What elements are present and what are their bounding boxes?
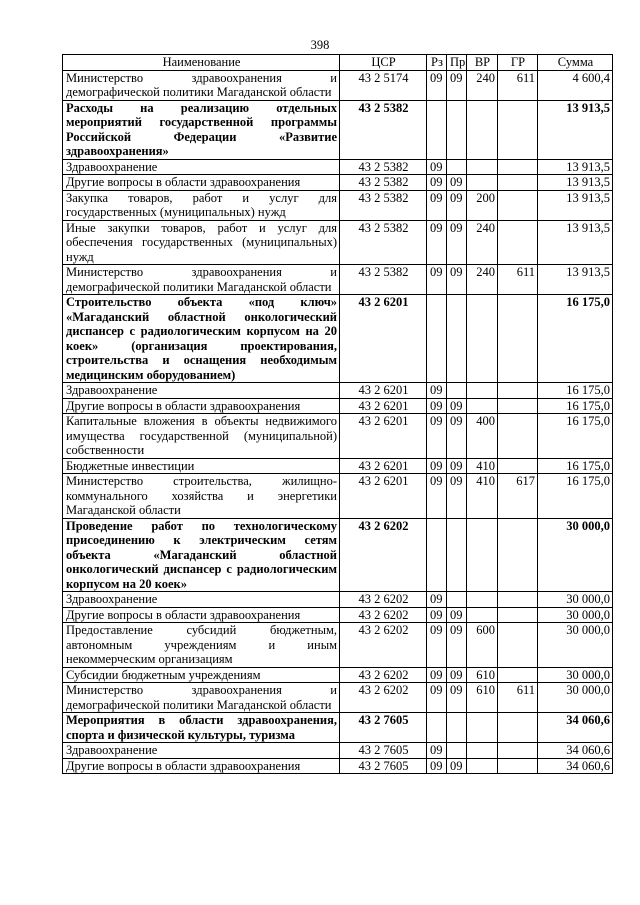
cell-gr [498, 623, 538, 668]
cell-rz: 09 [427, 607, 447, 623]
table-body [63, 70, 613, 774]
cell-name: Другие вопросы в области здравоохранения [63, 398, 340, 414]
cell-vr [467, 713, 498, 743]
cell-csr: 43 2 6202 [340, 518, 427, 592]
table-row [63, 667, 613, 683]
cell-pr: 09 [447, 190, 467, 220]
cell-vr [467, 100, 498, 159]
table-row [63, 175, 613, 191]
cell-rz: 09 [427, 398, 447, 414]
cell-csr: 43 2 5382 [340, 100, 427, 159]
cell-pr [447, 518, 467, 592]
cell-gr [498, 607, 538, 623]
cell-gr [498, 398, 538, 414]
cell-name: Иные закупки товаров, работ и услуг для обеспечения государственных (муниципальных) нужд [63, 220, 340, 265]
cell-csr: 43 2 5174 [340, 70, 427, 100]
cell-pr: 09 [447, 265, 467, 295]
cell-csr: 43 2 6201 [340, 398, 427, 414]
cell-rz: 09 [427, 383, 447, 399]
cell-name: Другие вопросы в области здравоохранения [63, 175, 340, 191]
cell-csr: 43 2 7605 [340, 743, 427, 759]
cell-name: Проведение работ по технологическому присоединению к электрическим сетям объекта «Магаданский областной онкологический диспансер с радиологическим корпусом на 20 коек» [63, 518, 340, 592]
cell-vr: 410 [467, 474, 498, 519]
cell-rz: 09 [427, 667, 447, 683]
cell-gr [498, 743, 538, 759]
page-number: 398 [310, 38, 330, 52]
cell-csr: 43 2 6202 [340, 667, 427, 683]
cell-sum: 16 175,0 [538, 474, 613, 519]
cell-vr [467, 383, 498, 399]
cell-rz: 09 [427, 175, 447, 191]
header-vr: ВР [467, 55, 498, 71]
cell-gr: 611 [498, 70, 538, 100]
table-row [63, 474, 613, 519]
cell-csr: 43 2 6201 [340, 474, 427, 519]
cell-rz: 09 [427, 592, 447, 608]
cell-sum: 16 175,0 [538, 414, 613, 459]
cell-name: Здравоохранение [63, 592, 340, 608]
cell-vr [467, 295, 498, 383]
cell-csr: 43 2 6201 [340, 414, 427, 459]
cell-pr [447, 383, 467, 399]
cell-name: Субсидии бюджетным учреждениям [63, 667, 340, 683]
table-row [63, 607, 613, 623]
cell-pr [447, 592, 467, 608]
header-name: Наименование [63, 55, 340, 71]
cell-name: Другие вопросы в области здравоохранения [63, 758, 340, 774]
cell-rz: 09 [427, 474, 447, 519]
cell-gr [498, 220, 538, 265]
cell-name: Министерство здравоохранения и демографической политики Магаданской области [63, 265, 340, 295]
cell-sum: 13 913,5 [538, 265, 613, 295]
cell-pr: 09 [447, 458, 467, 474]
cell-name: Бюджетные инвестиции [63, 458, 340, 474]
cell-gr: 611 [498, 683, 538, 713]
cell-rz [427, 518, 447, 592]
cell-csr: 43 2 5382 [340, 175, 427, 191]
cell-sum: 30 000,0 [538, 592, 613, 608]
cell-gr [498, 295, 538, 383]
header-gr: ГР [498, 55, 538, 71]
table-header-row [63, 55, 613, 71]
table-row [63, 592, 613, 608]
cell-name: Предоставление субсидий бюджетным, автономным учреждениям и иным некоммерческим организациям [63, 623, 340, 668]
cell-name: Министерство строительства, жилищно-коммунального хозяйства и энергетики Магаданской области [63, 474, 340, 519]
table-row [63, 383, 613, 399]
cell-pr: 09 [447, 758, 467, 774]
cell-csr: 43 2 6202 [340, 683, 427, 713]
table-row [63, 265, 613, 295]
cell-rz: 09 [427, 265, 447, 295]
header-csr: ЦСР [340, 55, 427, 71]
cell-rz: 09 [427, 458, 447, 474]
header-sum: Сумма [538, 55, 613, 71]
table-row [63, 398, 613, 414]
table-row [63, 295, 613, 383]
cell-pr: 09 [447, 623, 467, 668]
cell-sum: 13 913,5 [538, 175, 613, 191]
cell-sum: 4 600,4 [538, 70, 613, 100]
cell-name: Здравоохранение [63, 159, 340, 175]
cell-vr [467, 518, 498, 592]
cell-vr: 240 [467, 265, 498, 295]
table-row [63, 220, 613, 265]
cell-pr [447, 295, 467, 383]
table-row [63, 713, 613, 743]
cell-csr: 43 2 5382 [340, 265, 427, 295]
cell-name: Строительство объекта «под ключ» «Магаданский областной онкологический диспансер с радиологическим корпусом на 20 коек» (организация проектирования, строительства и оснащения необходимым медицинским оборудованием) [63, 295, 340, 383]
cell-pr: 09 [447, 414, 467, 459]
cell-vr: 200 [467, 190, 498, 220]
cell-sum: 16 175,0 [538, 458, 613, 474]
cell-sum: 34 060,6 [538, 713, 613, 743]
cell-gr [498, 758, 538, 774]
cell-gr: 611 [498, 265, 538, 295]
cell-csr: 43 2 6201 [340, 458, 427, 474]
cell-gr [498, 458, 538, 474]
cell-pr [447, 159, 467, 175]
cell-gr [498, 383, 538, 399]
cell-csr: 43 2 5382 [340, 159, 427, 175]
cell-rz: 09 [427, 414, 447, 459]
cell-rz: 09 [427, 70, 447, 100]
cell-sum: 16 175,0 [538, 383, 613, 399]
cell-pr: 09 [447, 683, 467, 713]
table-row [63, 758, 613, 774]
cell-gr: 617 [498, 474, 538, 519]
cell-vr: 400 [467, 414, 498, 459]
cell-pr: 09 [447, 607, 467, 623]
cell-vr [467, 398, 498, 414]
cell-name: Другие вопросы в области здравоохранения [63, 607, 340, 623]
cell-vr [467, 743, 498, 759]
table-row [63, 683, 613, 713]
header-rz: Рз [427, 55, 447, 71]
cell-sum: 16 175,0 [538, 398, 613, 414]
cell-rz [427, 100, 447, 159]
cell-name: Капитальные вложения в объекты недвижимого имущества государственной (муниципальной) собственности [63, 414, 340, 459]
cell-rz: 09 [427, 758, 447, 774]
cell-vr: 410 [467, 458, 498, 474]
cell-csr: 43 2 6202 [340, 592, 427, 608]
cell-gr [498, 175, 538, 191]
cell-rz: 09 [427, 190, 447, 220]
cell-sum: 34 060,6 [538, 743, 613, 759]
cell-name: Закупка товаров, работ и услуг для государственных (муниципальных) нужд [63, 190, 340, 220]
cell-csr: 43 2 5382 [340, 190, 427, 220]
cell-csr: 43 2 6201 [340, 383, 427, 399]
cell-vr [467, 159, 498, 175]
table-row [63, 70, 613, 100]
cell-vr [467, 607, 498, 623]
table-row [63, 414, 613, 459]
cell-sum: 13 913,5 [538, 190, 613, 220]
cell-sum: 34 060,6 [538, 758, 613, 774]
cell-vr [467, 592, 498, 608]
cell-vr [467, 175, 498, 191]
cell-vr: 610 [467, 683, 498, 713]
cell-pr: 09 [447, 398, 467, 414]
cell-gr [498, 518, 538, 592]
cell-gr [498, 159, 538, 175]
cell-rz: 09 [427, 623, 447, 668]
cell-rz: 09 [427, 683, 447, 713]
cell-name: Министерство здравоохранения и демографической политики Магаданской области [63, 683, 340, 713]
cell-rz: 09 [427, 220, 447, 265]
cell-vr: 610 [467, 667, 498, 683]
cell-sum: 30 000,0 [538, 518, 613, 592]
cell-name: Здравоохранение [63, 383, 340, 399]
cell-gr [498, 667, 538, 683]
cell-csr: 43 2 5382 [340, 220, 427, 265]
cell-gr [498, 713, 538, 743]
cell-rz [427, 713, 447, 743]
cell-rz: 09 [427, 159, 447, 175]
cell-pr: 09 [447, 220, 467, 265]
table-row [63, 458, 613, 474]
cell-sum: 30 000,0 [538, 683, 613, 713]
cell-gr [498, 592, 538, 608]
cell-sum: 30 000,0 [538, 607, 613, 623]
cell-pr [447, 100, 467, 159]
cell-sum: 16 175,0 [538, 295, 613, 383]
cell-name: Здравоохранение [63, 743, 340, 759]
cell-gr [498, 100, 538, 159]
cell-sum: 30 000,0 [538, 667, 613, 683]
cell-vr: 600 [467, 623, 498, 668]
cell-name: Расходы на реализацию отдельных мероприятий государственной программы Российской Федерации «Развитие здравоохранения» [63, 100, 340, 159]
cell-pr [447, 743, 467, 759]
cell-sum: 13 913,5 [538, 100, 613, 159]
cell-sum: 30 000,0 [538, 623, 613, 668]
cell-csr: 43 2 6202 [340, 607, 427, 623]
cell-pr: 09 [447, 70, 467, 100]
table-row [63, 743, 613, 759]
cell-pr: 09 [447, 474, 467, 519]
cell-gr [498, 414, 538, 459]
table-row [63, 100, 613, 159]
cell-csr: 43 2 7605 [340, 758, 427, 774]
cell-gr [498, 190, 538, 220]
cell-vr [467, 758, 498, 774]
cell-sum: 13 913,5 [538, 159, 613, 175]
table-row [63, 159, 613, 175]
cell-vr: 240 [467, 70, 498, 100]
cell-rz [427, 295, 447, 383]
table-row [63, 623, 613, 668]
cell-vr: 240 [467, 220, 498, 265]
cell-pr: 09 [447, 175, 467, 191]
cell-sum: 13 913,5 [538, 220, 613, 265]
table-row [63, 518, 613, 592]
cell-csr: 43 2 6201 [340, 295, 427, 383]
header-pr: Пр [447, 55, 467, 71]
cell-rz: 09 [427, 743, 447, 759]
cell-csr: 43 2 7605 [340, 713, 427, 743]
cell-csr: 43 2 6202 [340, 623, 427, 668]
cell-pr [447, 713, 467, 743]
cell-name: Министерство здравоохранения и демографической политики Магаданской области [63, 70, 340, 100]
table-row [63, 190, 613, 220]
cell-name: Мероприятия в области здравоохранения, спорта и физической культуры, туризма [63, 713, 340, 743]
budget-table [62, 54, 613, 774]
cell-pr: 09 [447, 667, 467, 683]
